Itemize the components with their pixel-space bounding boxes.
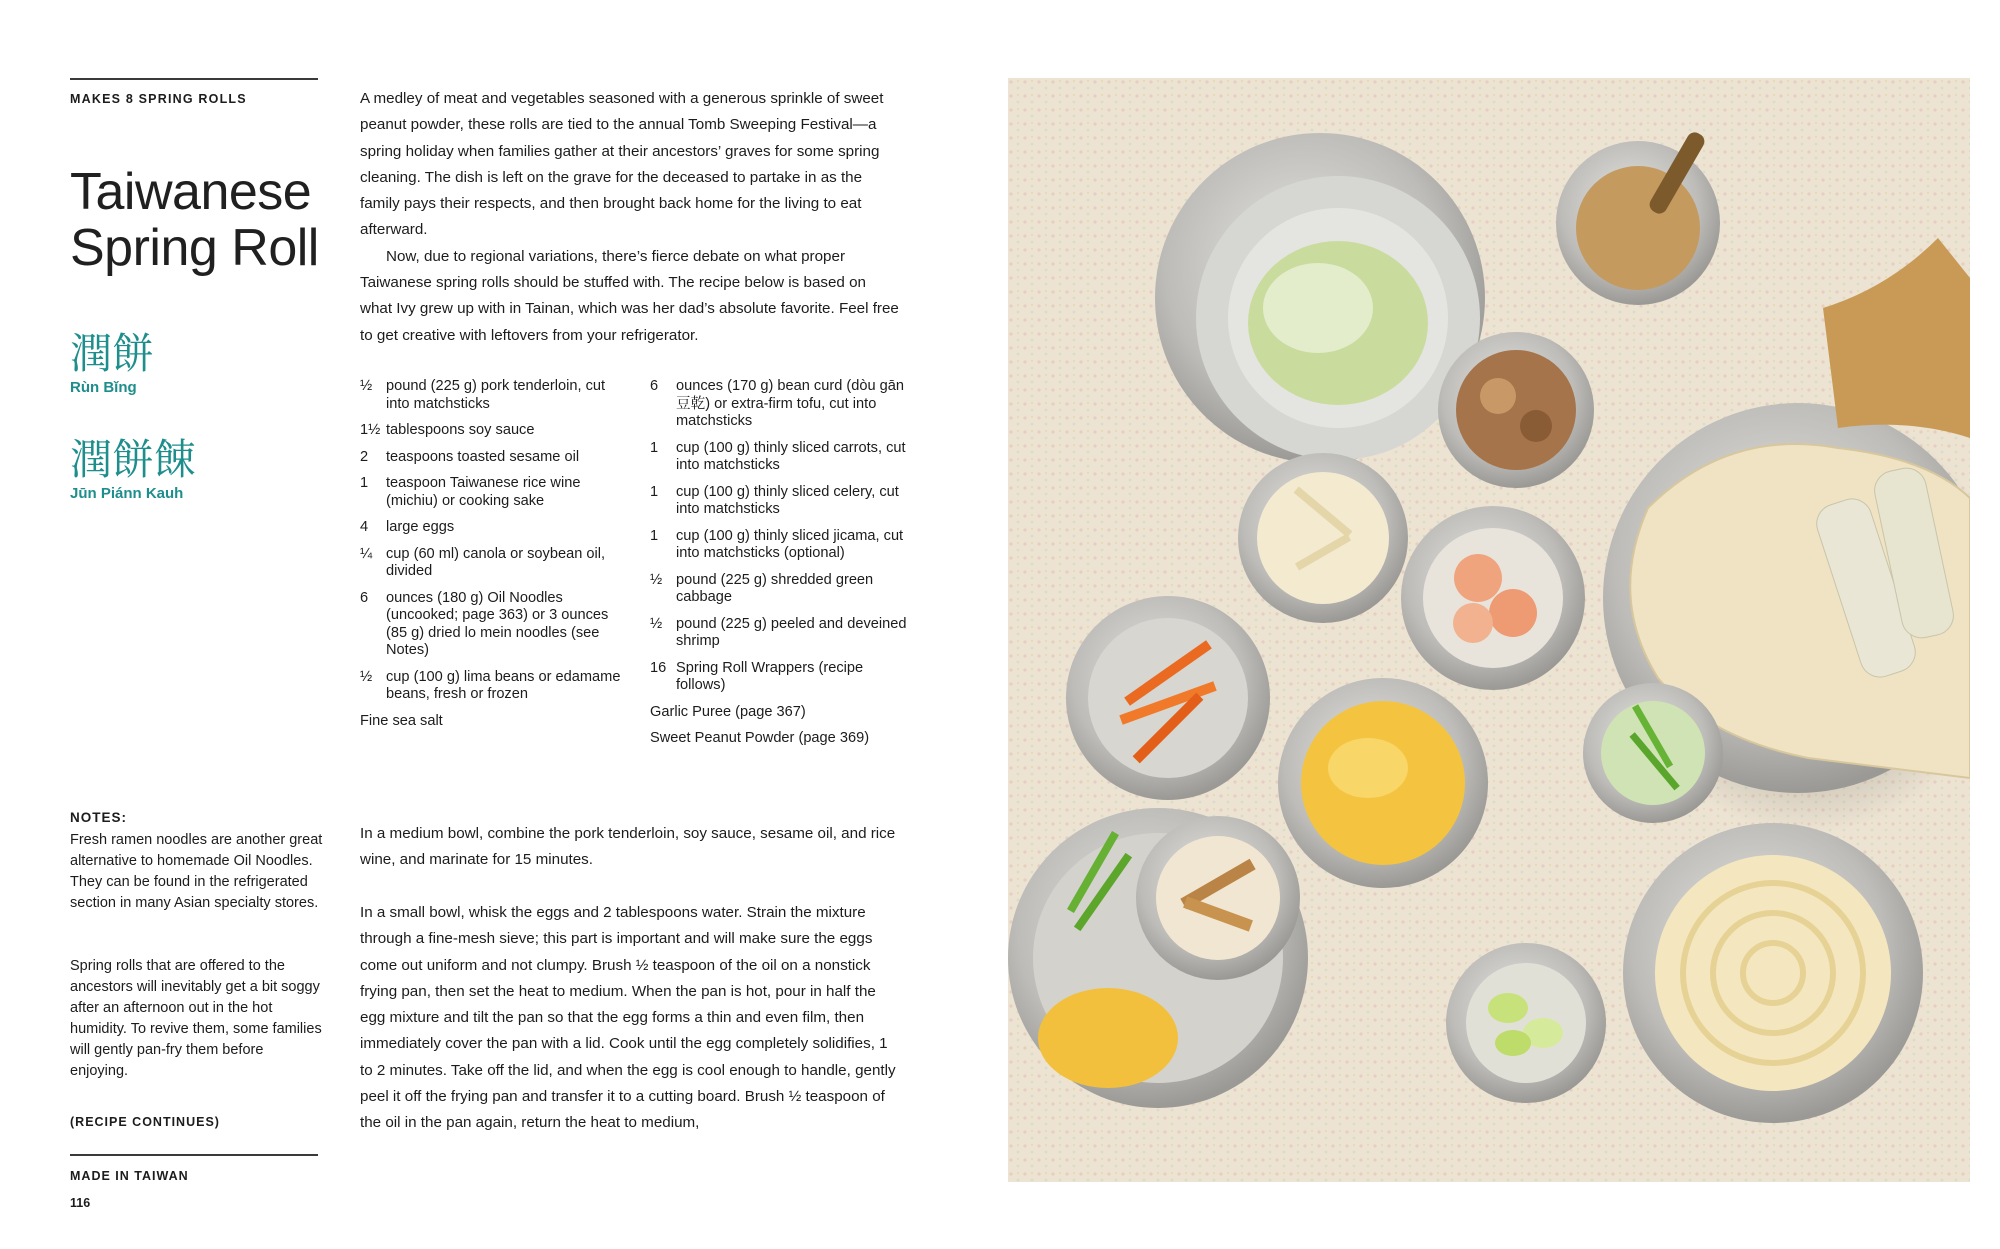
ingredient-item [360,546,625,581]
ingredient-quantity: 1 [650,483,659,500]
ingredient-text: pound (225 g) pork tenderloin, cut into matchsticks [386,378,606,412]
ingredient-quantity: 2 [360,448,369,465]
ingredient-text: cup (100 g) thinly sliced carrots, cut into matchsticks [676,439,906,473]
ingredient-item [360,422,625,440]
ingredient-quantity: 1 [360,475,369,491]
mandarin-name: 潤餅 [70,329,155,378]
ingredient-quantity: ½ [650,615,663,632]
ingredient-item [650,572,915,607]
ingredient-text: cup (100 g) thinly sliced celery, cut into matchsticks [676,483,899,517]
ingredient-item [360,475,625,510]
ingredient-text: teaspoons toasted sesame oil [386,448,580,465]
ingredient-item [650,484,915,519]
lima-bean-bowl [1446,943,1606,1103]
intro-text [360,86,902,349]
ingredient-item [360,378,625,413]
ingredient-text: Sweet Peanut Powder (page 369) [650,730,870,746]
method-step: In a small bowl, whisk the eggs and 2 tablespoons water. Strain the mixture through a fine-mesh sieve; this part is important and will make sure the eggs come out uniform and not clumpy. Brush ½ teaspoon of the oil on a nonstick frying pan, then set the heat to medium. When the pan is hot, pour in half the egg mixture and tilt the pan so that the egg forms a thin and even film, then immediately cover the pan with a lid. Cook until the egg completely solidifies, 1 to 2 minutes. Take off the lid, and when the egg is cool enough to handle, gently peel it off the frying pan and transfer it to a cutting board. Brush ½ teaspoon of the oil in the pan again, return the heat to medium, [360,904,896,1132]
ingredient-text: pound (225 g) shredded green cabbage [676,571,874,605]
mandarin-romanization: Rùn Bǐng [70,379,137,396]
ingredient-item [650,730,915,748]
ingredient-quantity: 4 [360,519,369,535]
ingredient-text: Garlic Puree (page 367) [650,703,806,720]
ingredient-quantity: 6 [360,589,369,606]
noodle-bowl [1623,823,1923,1123]
ingredient-list-left [360,378,625,739]
ingredient-item [360,669,625,704]
ingredient-quantity: ½ [360,378,373,394]
ingredient-quantity: 1 [650,527,659,544]
running-footer-book-title: MADE IN TAIWAN [70,1169,189,1183]
ingredient-quantity: ¼ [360,545,373,562]
ingredient-item [650,440,915,475]
ingredient-item [360,449,625,467]
ingredient-quantity: 1½ [360,422,381,438]
pork-bowl [1438,332,1594,488]
celery-bowl [1583,683,1723,823]
note-paragraph: Fresh ramen noodles are another great alternative to homemade Oil Noodles. They can be found in the refrigerated section in many Asian specialty stores. [70,832,323,911]
recipe-title [70,164,319,276]
method-step: In a medium bowl, combine the pork tenderloin, soy sauce, sesame oil, and rice wine, and marinate for 15 minutes. [360,825,896,869]
intro-paragraph: A medley of meat and vegetables seasoned with a generous sprinkle of sweet peanut powder, these rolls are tied to the annual Tomb Sweeping Festival—a spring holiday when families gather at their ancestors’ graves for some spring cleaning. The dish is left on the grave for the deceased to partake in as the family pays their respects, and then brought back home for the living to eat afterward. [360,90,884,239]
ingredient-text: large eggs [386,519,455,535]
notes-heading: NOTES: [70,810,128,825]
recipe-title-line2: Spring Roll [70,219,319,277]
jicama-bowl [1238,453,1408,623]
food-photo [1008,78,1970,1182]
ingredient-item [360,590,625,660]
spring-roll-ingredients-photo [1008,78,1970,1182]
ingredient-item [360,519,625,537]
recipe-title-line1: Taiwanese [70,163,312,221]
cabbage-bowl [1155,133,1485,463]
page-number: 116 [70,1196,91,1210]
taiwanese-romanization: Jūn Piánn Kauh [70,485,184,502]
ingredient-quantity: ½ [360,668,373,685]
ingredient-item [360,713,625,731]
ingredient-text: teaspoon Taiwanese rice wine (michiu) or cooking sake [386,475,581,509]
yield-label: MAKES 8 SPRING ROLLS [70,92,247,106]
shrimp-bowl [1401,506,1585,690]
footer-rule [70,1154,318,1156]
ingredient-item [650,704,915,722]
ingredient-text: Spring Roll Wrappers (recipe follows) [676,659,864,693]
ingredient-item [650,528,915,563]
ingredient-text: pound (225 g) peeled and deveined shrimp [676,615,907,649]
egg-ribbon-bowl [1278,678,1488,888]
ingredient-text: cup (100 g) thinly sliced jicama, cut into matchsticks (optional) [676,527,904,561]
ingredient-quantity: 1 [650,439,659,456]
ingredient-quantity: ½ [650,571,663,588]
sidebar-top-rule [70,78,318,80]
ingredient-item [650,378,915,431]
ingredient-item [650,660,915,695]
recipe-continues-label: (RECIPE CONTINUES) [70,1115,220,1129]
intro-paragraph: Now, due to regional variations, there’s fierce debate on what proper Taiwanese spring rolls should be stuffed with. The recipe below is based on what Ivy grew up with in Tainan, which was her dad’s absolute favorite. Feel free to get creative with leftovers from your refrigerator. [360,247,899,344]
tofu-platter [1008,808,1308,1108]
ingredient-text: cup (100 g) lima beans or edamame beans, fresh or frozen [386,668,621,702]
taiwanese-name: 潤餅餗 [70,435,197,484]
ingredient-text: Fine sea salt [360,712,443,729]
ingredient-text: cup (60 ml) canola or soybean oil, divided [386,545,606,579]
ingredient-quantity: 6 [650,378,659,394]
note-paragraph: Spring rolls that are offered to the ancestors will inevitably get a bit soggy after an afternoon out in the hot humidity. To revive them, some families will gently pan-fry them before enjoying. [70,958,322,1079]
ingredient-quantity: 16 [650,659,667,676]
ingredient-text: tablespoons soy sauce [386,422,535,438]
ingredient-item [650,616,915,651]
ingredient-list-right [650,378,915,757]
carrot-bowl [1066,596,1270,800]
ingredient-text: ounces (180 g) Oil Noodles (uncooked; page 363) or 3 ounces (85 g) dried lo mein noodles (see Notes) [386,589,609,658]
ingredient-text: ounces (170 g) bean curd (dòu gān 豆乾) or extra-firm tofu, cut into matchsticks [676,378,904,429]
